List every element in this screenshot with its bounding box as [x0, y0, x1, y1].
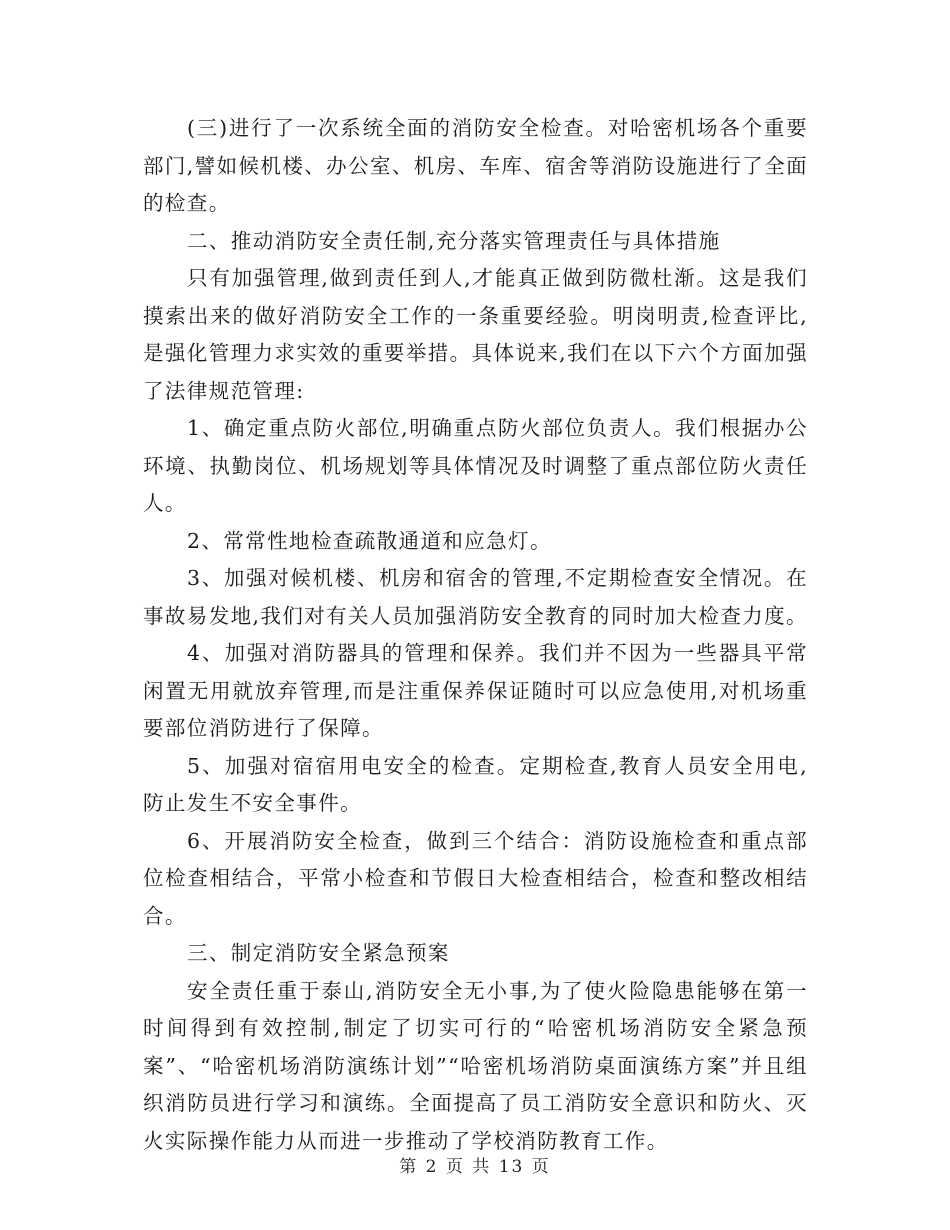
list-item-3: 3、加强对候机楼、机房和宿舍的管理,不定期检查安全情况。在事故易发地,我们对有关人员加强消防安全教育的同时加大检查力度。 [143, 566, 808, 628]
section-heading-3: 三、制定消防安全紧急预案 [187, 941, 450, 965]
list-item-5: 5、加强对宿宿用电安全的检查。定期检查,教育人员安全用电,防止发生不安全事件。 [143, 753, 808, 815]
list-item-2: 2、常常性地检查疏散通道和应急灯。 [187, 528, 552, 553]
paragraph-inspection: (三)进行了一次系统全面的消防安全检查。对哈密机场各个重要部门,譬如候机楼、办公室、机房、车库、宿舍等消防设施进行了全面的检查。 [143, 116, 808, 215]
paragraph-management: 只有加强管理,做到责任到人,才能真正做到防微杜渐。这是我们摸索出来的做好消防安全工作的一条重要经验。明岗明责,检查评比,是强化管理力求实效的重要举措。具体说来,我们在以下六个方面加强了法律规范管理: [143, 266, 808, 403]
list-item-6: 6、开展消防安全检查，做到三个结合：消防设施检查和重点部位检查相结合，平常小检查和节假日大检查相结合，检查和整改相结合。 [143, 828, 808, 928]
page-number: 第 2 页 共 13 页 [399, 1157, 551, 1177]
paragraph-emergency-plan: 安全责任重于泰山,消防安全无小事,为了使火险隐患能够在第一时间得到有效控制,制定了切实可行的“哈密机场消防安全紧急预案”、“哈密机场消防演练计划”“哈密机场消防桌面演练方案”并且组织消防员进行学习和演练。全面提高了员工消防安全意识和防火、灭火实际操作能力从而进一步推动了学校消防教育工作。 [143, 978, 808, 1153]
list-item-4: 4、加强对消防器具的管理和保养。我们并不因为一些器具平常闲置无用就放弃管理,而是注重保养保证随时可以应急使用,对机场重要部位消防进行了保障。 [143, 641, 808, 740]
section-heading-2: 二、推动消防安全责任制,充分落实管理责任与具体措施 [187, 228, 721, 253]
page-footer [0, 1152, 950, 1177]
list-item-1: 1、确定重点防火部位,明确重点防火部位负责人。我们根据办公环境、执勤岗位、机场规划等具体情况及时调整了重点部位防火责任人。 [143, 416, 808, 515]
document-body [143, 110, 808, 1160]
